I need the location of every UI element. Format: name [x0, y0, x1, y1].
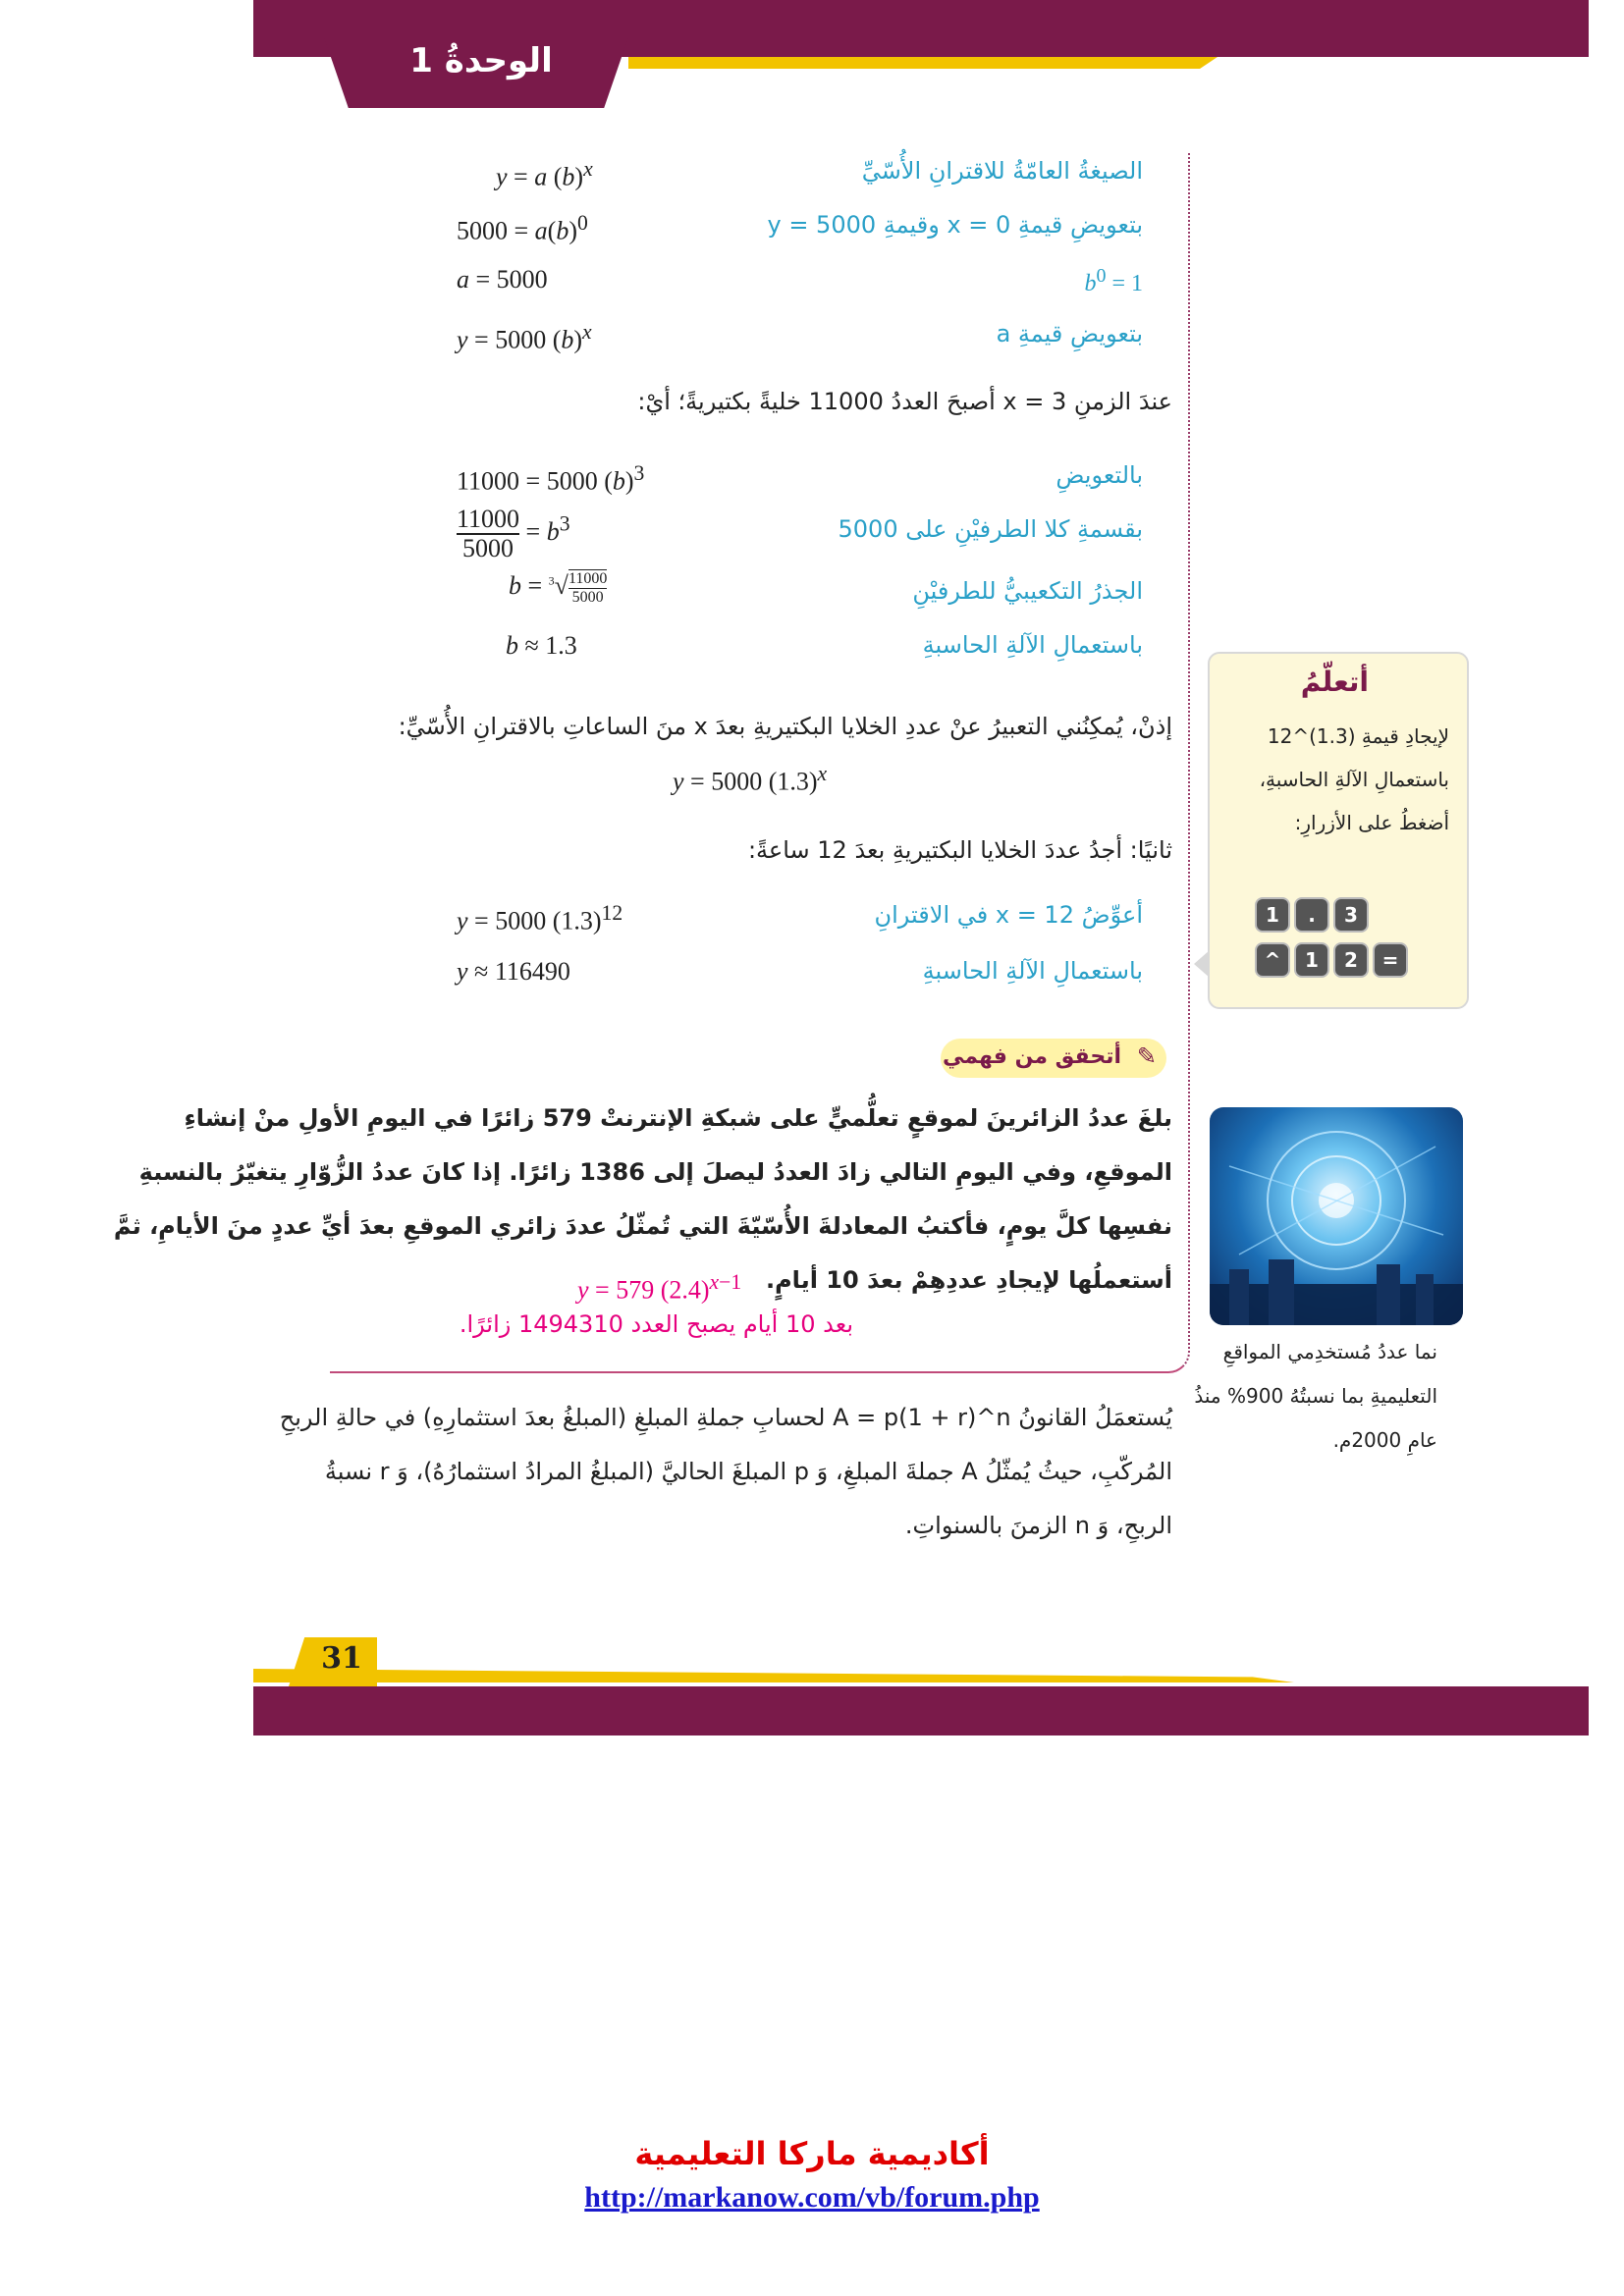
footer-band [253, 1686, 1589, 1735]
paragraph-line-2: المُركّبِ، حيثُ يُمثّلُ A جملةَ المبلغِ، وَ p المبلغَ الحاليَّ (المبلغُ المرادُ استثمارُهُ)، وَ r نسبةُ [324, 1458, 1172, 1485]
check-banner [941, 1039, 1166, 1078]
pencil-icon: ✎ [1136, 1042, 1157, 1070]
step-math: $5000 = a(b)^0$ [457, 211, 588, 245]
caption-line-3: عامِ 2000م. [1332, 1428, 1437, 1452]
step-math: y = a $(b)^x$ [496, 157, 593, 191]
calc-key: . [1296, 899, 1327, 931]
step-math: b ≈ 1.3 [506, 631, 577, 660]
step-math: $\frac{11000}{5000}$ = $b^3$ [457, 505, 570, 562]
step-label: باستعمالِ الآلةِ الحاسبةِ [922, 957, 1143, 985]
learn-line-2: باستعمالِ الآلةِ الحاسبةِ، [1259, 768, 1449, 791]
step-label: بتعويضِ قيمةِ x = 0 وقيمةِ y = 5000 [767, 211, 1143, 239]
step-math: a = 5000 [457, 265, 548, 294]
step-label: الصيغةُ العامّةُ للاقترانِ الأُسّيِّ [861, 157, 1143, 185]
check-line-3: نفسِها كلَّ يومٍ، فأكتبُ المعادلةَ الأُسّيّةَ التي تُمثّلُ عددَ زائري الموقعِ بعدَ أيِّ عددٍ منَ الأيامِ، ثمَّ [113, 1212, 1172, 1240]
check-banner-label: أتحقق من فهمي [943, 1044, 1121, 1069]
forum-link[interactable]: http://markanow.com/vb/forum.php [584, 2181, 1040, 2214]
step-label: أعوِّضُ x = 12 في الاقترانِ [874, 901, 1143, 929]
result-equation: y = 5000 $(1.3)^x$ [673, 762, 828, 796]
calc-key: = [1375, 944, 1406, 976]
step-label: بتعويضِ قيمةِ a [996, 320, 1143, 347]
page-number: 31 [321, 1641, 362, 1676]
header-stripe [628, 57, 1218, 69]
calc-key: 1 [1257, 899, 1288, 931]
check-line-4: أستعملُها لإيجادِ عددِهِمْ بعدَ 10 أيامٍ. [765, 1266, 1172, 1294]
step-math: y ≈ 116490 [457, 957, 570, 986]
step-math: y = 5000 $(b)^x$ [457, 320, 592, 354]
learn-title: أتعلّمُ [1300, 666, 1369, 698]
step-label: بالتعويضِ [1056, 461, 1143, 489]
answer-equation: y = 579 $(2.4)^{x-1}$ [577, 1270, 742, 1305]
calc-key: ^ [1257, 944, 1288, 976]
second-title: ثانيًا: أجدُ عددَ الخلايا البكتيريةِ بعدَ 12 ساعةً: [747, 836, 1172, 864]
step-math: b = $^3$√ $\frac{11000}{5000}$ [509, 570, 608, 606]
step-label: بقسمةِ كلا الطرفيْنِ على 5000 [838, 515, 1143, 543]
calc-key: 3 [1335, 899, 1367, 931]
learn-line-1: لإيجادِ قيمةِ (1.3)^12 [1267, 724, 1449, 748]
answer-text: بعد 10 أيام يصبح العدد 1494310 زائرًا. [459, 1310, 853, 1338]
step-label: الجذرُ التكعيبيُّ للطرفيْنِ [912, 577, 1143, 605]
sentence-1: عندَ الزمنِ x = 3 أصبحَ العددُ 11000 خليةً بكتيريةً؛ أيْ: [637, 388, 1172, 415]
check-line-2: الموقعِ، وفي اليومِ التالي زادَ العددُ ليصلَ إلى 1386 زائرًا. إذا كانَ عددُ الزُّوّارِ يتغيّرُ بالنسبةِ [138, 1158, 1172, 1186]
caption-line-1: نما عددُ مُستخدِمي المواقعِ [1222, 1340, 1437, 1363]
step-math: y = 5000 $(1.3)^{12}$ [457, 901, 623, 935]
check-line-1: بلغَ عددُ الزائرينَ لموقعٍ تعلُّميٍّ على شبكةِ الإنترنتْ 579 زائرًا في اليومِ الأولِ منْ إنشاءِ [184, 1104, 1172, 1132]
step-math: 11000 = 5000 $(b)^3$ [457, 461, 645, 496]
network-photo [1210, 1107, 1463, 1325]
academy-name: أكاديمية ماركا التعليمية [634, 2135, 990, 2172]
paragraph-line-1: يُستعمَلُ القانونُ A = p(1 + r)^n لحسابِ جملةِ المبلغِ (المبلغُ بعدَ استثمارِهِ) في حالةِ الربحِ [279, 1404, 1172, 1431]
calc-key: 1 [1296, 944, 1327, 976]
learn-box [1208, 652, 1469, 1009]
footer-stripe [253, 1669, 1294, 1682]
paragraph-line-3: الربحِ، وَ n الزمنَ بالسنواتِ. [904, 1512, 1172, 1539]
unit-label: الوحدةُ 1 [409, 41, 553, 80]
step-label: $b^0 = 1$ [1084, 265, 1143, 296]
learn-line-3: أضغطُ على الأزرارِ: [1294, 811, 1449, 834]
sentence-2: إذنْ، يُمكِنُني التعبيرُ عنْ عددِ الخلايا البكتيريةِ بعدَ x منَ الساعاتِ بالاقترانِ الأُسّيِّ: [398, 713, 1172, 740]
calc-key: 2 [1335, 944, 1367, 976]
network-graphic-icon [1210, 1107, 1463, 1325]
step-label: باستعمالِ الآلةِ الحاسبةِ [922, 631, 1143, 659]
caption-line-2: التعليميةِ بما نسبتُهُ 900% منذُ [1194, 1384, 1437, 1408]
